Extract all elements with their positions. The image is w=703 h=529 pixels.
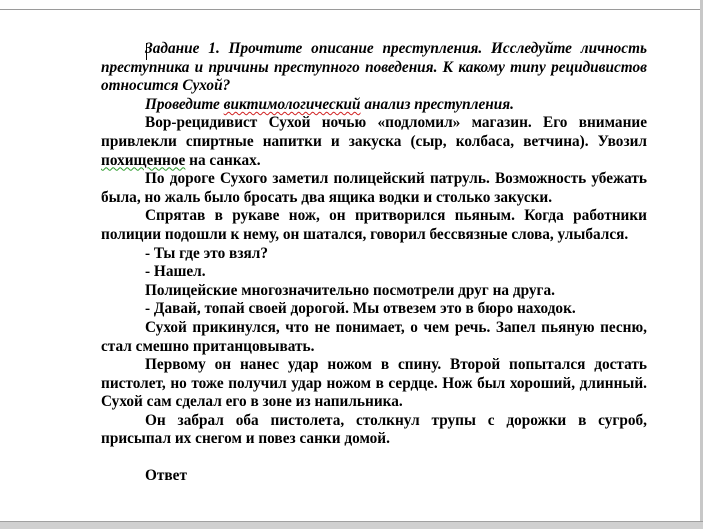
story-p1-after: на санках. [185, 151, 261, 169]
story-paragraph-5: - Нашел. [145, 263, 206, 281]
story-paragraph-6: Полицейские многозначительно посмотрели друг на друга. [145, 281, 555, 299]
story-paragraph-7: - Давай, топай своей дорогой. Мы отвезем это в бюро находок. [145, 300, 576, 318]
task-victimology-before: Проведите [145, 95, 224, 113]
grammar-word-stolen: похищенное [101, 151, 186, 169]
spellcheck-word-victimology: виктимологический [223, 95, 361, 113]
window-top-edge [0, 0, 703, 10]
story-paragraph-2: По дороге Сухого заметил полицейский патруль. Возможность убежать была, но жаль было бросать два ящика водки и столько закуски. [101, 170, 647, 206]
story-p1-before: Вор-рецидивист Сухой ночью «подломил» магазин. Его внимание привлекли спиртные напитки и закуска (сыр, колбаса, ветчина). Увозил [101, 114, 647, 150]
blank-line [101, 449, 647, 467]
story-paragraph-9: Первому он нанес удар ножом в спину. Второй попытался достать пистолет, но тоже получил удар ножом в сердце. Нож был хороший, длинный. Сухой сам сделал его в зоне из напильника. [101, 356, 647, 411]
task-victimology-after: анализ преступления. [360, 95, 515, 113]
story-paragraph-10: Он забрал оба пистолета, столкнул трупы с дорожки в сугроб, присыпал их снегом и повез санки домой. [101, 411, 647, 448]
task-paragraph: Задание 1. Прочтите описание преступления. Исследуйте личность преступника и причины преступного поведения. К какому типу рецидивистов относится Сухой? [101, 40, 647, 95]
answer-label: Ответ [145, 467, 187, 485]
task-victimology-paragraph [101, 96, 647, 115]
story-paragraph-4: - Ты где это взял? [145, 244, 268, 262]
story-paragraph-8: Сухой прикинулся, что не понимает, о чем речь. Запел пьяную песню, стал смешно пританцовывать. [101, 318, 647, 355]
window-bottom-edge [0, 521, 703, 529]
document-page[interactable] [101, 40, 647, 486]
story-paragraph-1 [101, 114, 647, 170]
story-paragraph-3: Спрятав в рукаве нож, он притворился пьяным. Когда работники полиции подошли к нему, он шатался, говорил бессвязные слова, улыбался. [101, 207, 647, 243]
